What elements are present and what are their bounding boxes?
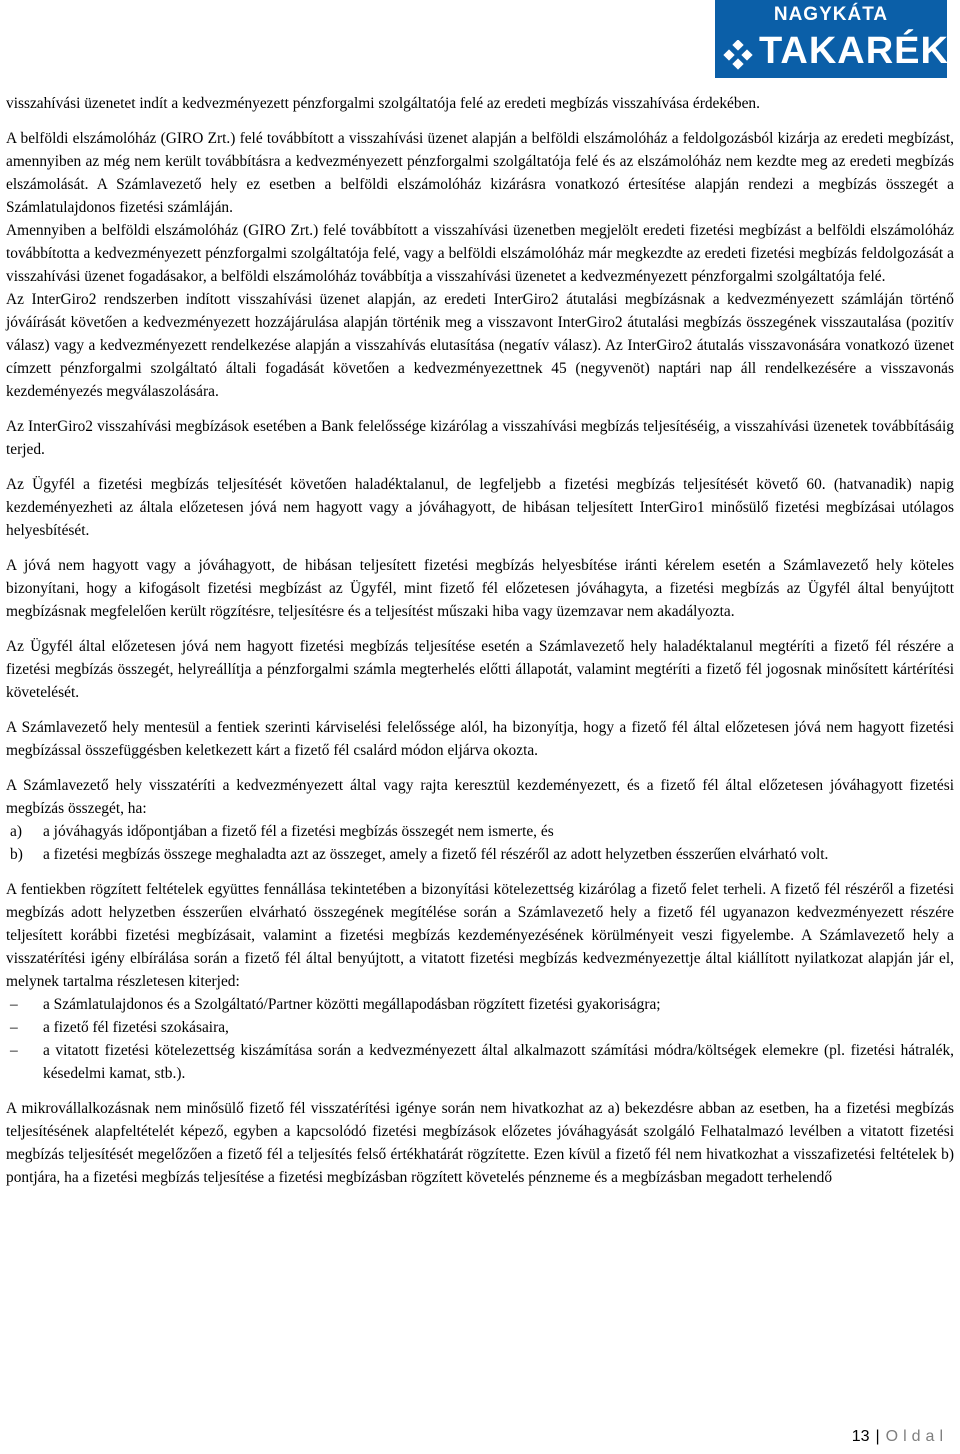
paragraph: A Számlavezető hely mentesül a fentiek szerinti kárviselési felelőssége alól, ha bizonyítja, hogy a fizető fél által előzetesen jóvá nem hagyott fizetési megbízással összefüggésben keletkezett kárt a fizető fél csalárd módon eljárva okozta. [6,719,954,759]
page-footer [852,1428,948,1446]
takarek-mark-icon [723,40,753,70]
paragraph: Az Ügyfél által előzetesen jóvá nem hagyott fizetési megbízás teljesítése esetén a Számlavezető hely haladéktalanul megtéríti a fizető fél részére a fizetési megbízás összegét, helyreállítja a pénzforgalmi számla megterhelés előtti állapotát, valamint megtéríti a fizető fél jogosnak minősített kártérítési követelését. [6,638,954,701]
paragraph: visszahívási üzenetet indít a kedvezményezett pénzforgalmi szolgáltatója felé az eredeti megbízás visszahívása érdekében. [6,95,760,112]
list-marker: a) [10,823,22,840]
footer-separator: | [875,1428,880,1445]
logo-top-text: NAGYKÁTA [773,4,889,25]
list-item [6,820,954,843]
paragraph: Az Ügyfél a fizetési megbízás teljesítését követően haladéktalanul, de legfeljebb a fizetési megbízás teljesítését követő 60. (hatvanadik) napig kezdeményezheti az általa előzetesen jóvá nem hagyott vagy a jóváhagyott, de hibásan teljesített InterGiro1 minősülő fizetési megbízásai utólagos helyesbítését. [6,476,954,539]
list-item [6,993,954,1016]
paragraph: A belföldi elszámolóház (GIRO Zrt.) felé továbbított a visszahívási üzenet alapján a belföldi elszámolóház a feldolgozásból kizárja az eredeti megbízást, amennyiben az még nem került továbbításra a kedvezményezett pénzforgalmi szolgáltatója felé és az elszámolóház nem kezdte meg az eredeti megbízás elszámolását. A Számlavezető hely ez esetben a belföldi elszámolóház kizárásra vonatkozó értesítése alapján rendezi a megbízás összegét a Számlatulajdonos fizetési számláján. [6,130,954,216]
list-item [6,1039,954,1085]
list-item-text: a jóváhagyás időpontjában a fizető fél a fizetési megbízás összegét nem ismerte, és [43,823,554,840]
page-label: Oldal [885,1428,948,1445]
bank-logo [715,0,947,78]
list-item-text: a fizető fél fizetési szokásaira, [43,1019,229,1036]
list-marker: b) [10,846,23,863]
list-marker: – [10,1019,18,1036]
logo-bottom-text: TAKARÉK [759,30,949,72]
list-item [6,843,954,866]
list-item-text: a fizetési megbízás összege meghaladta azt az összeget, amely a fizető fél részéről az adott helyzetben ésszerűen elvárható volt. [43,846,829,863]
paragraph: A fentiekben rögzített feltételek együttes fennállása tekintetében a bizonyítási kötelezettség kizárólag a fizető felet terheli. A fizető fél részéről a fizetési megbízás adott helyzetben ésszerűen elvárható összegének megítélése során a Számlavezető hely a fizető fél ugyanazon kedvezményezett részére teljesített korábbi fizetési megbízásait, valamint a fizetési megbízás kezdeményezésének körülményeit veszi figyelembe. A Számlavezető hely a visszatérítési igény elbírálása során a fizető fél által benyújtott, a vitatott fizetési megbízás kedvezményezettje által kiállított nyilatkozat alapján jár el, melynek tartalma részletesen kiterjed: [6,881,954,990]
paragraph: Amennyiben a belföldi elszámolóház (GIRO Zrt.) felé továbbított a visszahívási üzenetben megjelölt eredeti fizetési megbízást a belföldi elszámolóház továbbította a kedvezményezett pénzforgalmi szolgáltatója felé, vagy a belföldi elszámolóház már megkezdte az eredeti fizetési megbízás feldolgozását a visszahívási üzenet fogadásakor, a belföldi elszámolóház továbbítja a visszahívási üzenetet a kedvezményezett pénzforgalmi szolgáltatója felé. [6,222,954,285]
paragraph: A mikrovállalkozásnak nem minősülő fizető fél visszatérítési igénye során nem hivatkozhat az a) bekezdésre abban az esetben, ha a fizetési megbízás teljesítésének alapfeltételét képező, egyben a kapcsolódó fizetési megbízások előzetes jóváhagyását szolgáló Felhatalmazó levélben a vitatott fizetési megbízás teljesítését megelőzően a fizető fél a teljesítés felső értékhatárát rögzítette. Ezen kívül a fizető fél nem hivatkozhat a visszafizetési feltételek b) pontjára, ha a fizetési megbízás teljesítése a fizetési megbízásban rögzített követelés pénzneme és a megbízásban megadott terhelendő [6,1100,954,1186]
list-item-text: a Számlatulajdonos és a Szolgáltató/Partner közötti megállapodásban rögzített fizetési gyakoriságra; [43,996,661,1013]
list-marker: – [10,996,18,1013]
list-item [6,1016,954,1039]
paragraph: Az InterGiro2 visszahívási megbízások esetében a Bank felelőssége kizárólag a visszahívási megbízás teljesítéséig, a visszahívási üzenetek továbbításáig terjed. [6,418,954,458]
paragraph: A Számlavezető hely visszatéríti a kedvezményezett által vagy rajta keresztül kezdeményezett, és a fizető fél által előzetesen jóváhagyott fizetési megbízás összegét, ha: [6,777,954,817]
list-marker: – [10,1042,18,1059]
list-item-text: a vitatott fizetési kötelezettség kiszámítása során a kedvezményezett által alkalmazott számítási módra/költségek elemekre (pl. fizetési hátralék, késedelmi kamat, stb.). [43,1042,954,1082]
page-number: 13 [851,1428,870,1445]
paragraph: Az InterGiro2 rendszerben indított visszahívási üzenet alapján, az eredeti InterGiro2 átutalási megbízásnak a kedvezményezett számláján történő jóváírását követően a kedvezményezett hozzájárulása alapján történik meg a visszavont InterGiro2 átutalási megbízás összegének visszautalása (pozitív válasz) vagy a kedvezményezett rendelkezése alapján a visszahívás elutasítása (negatív válasz). Az InterGiro2 átutalás visszavonására vonatkozó üzenet címzett pénzforgalmi szolgáltató általi fogadását követően a kedvezményezettnek 45 (negyvenöt) naptári nap áll rendelkezésére a visszavonás kezdeményezés megválaszolására. [6,291,954,400]
document-body [6,92,954,1189]
paragraph: A jóvá nem hagyott vagy a jóváhagyott, de hibásan teljesített fizetési megbízás helyesbítése iránti kérelem esetén a Számlavezető hely köteles bizonyítani, hogy a kifogásolt fizetési megbízást az Ügyfél, mint fizető fél előzetesen jóváhagyta, a fizetési megbízás az Ügyfél által benyújtott megbízásnak megfelelően került rögzítésre, teljesítésre és a teljesítést műszaki hiba vagy üzemzavar nem akadályozta. [6,557,954,620]
